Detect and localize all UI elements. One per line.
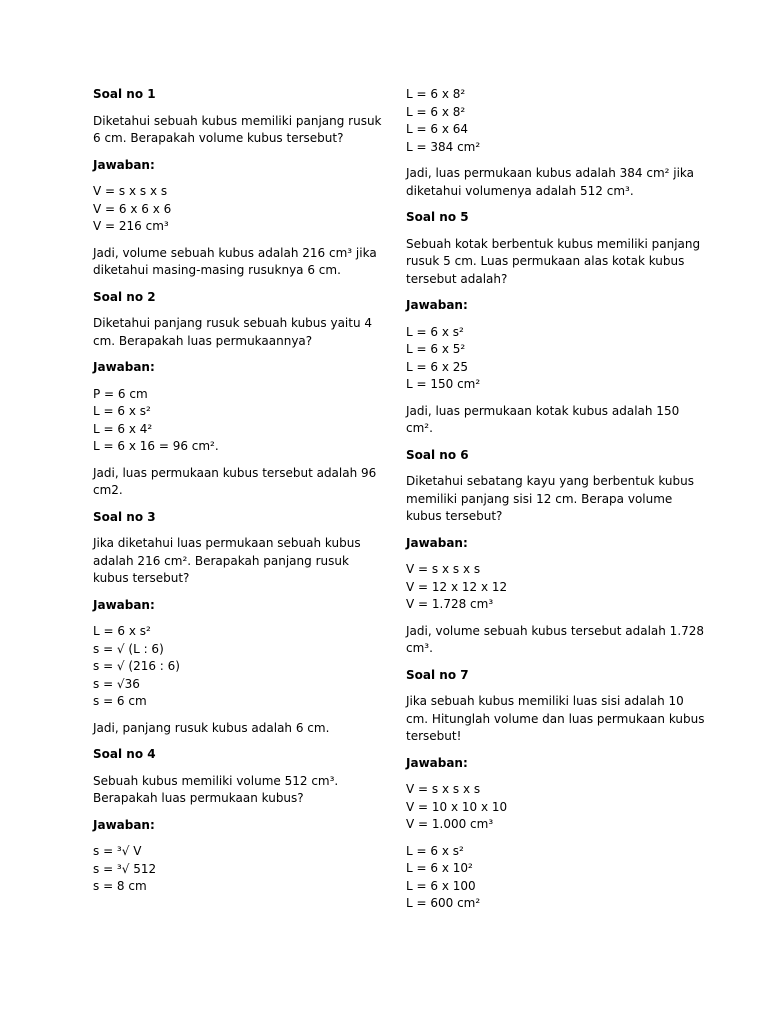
formula-line: L = 6 x 16 = 96 cm². xyxy=(93,439,219,453)
formula-line: L = 150 cm² xyxy=(406,377,481,391)
formula-line: s = 6 cm xyxy=(93,694,147,708)
formula-line: s = √36 xyxy=(93,676,140,691)
paragraph: Jadi, volume sebuah kubus adalah 216 cm³ jika diketahui masing-masing rusuknya 6 cm. xyxy=(93,245,377,277)
paragraph: Sebuah kubus memiliki volume 512 cm³. Berapakah luas permukaan kubus? xyxy=(93,773,339,805)
paragraph: Jika sebuah kubus memiliki luas sisi adalah 10 cm. Hitunglah volume dan luas permukaan kubus tersebut! xyxy=(406,694,705,743)
answer-heading: Jawaban: xyxy=(406,755,468,770)
formula-line: L = 6 x 5² xyxy=(406,342,466,356)
paragraph: Jadi, volume sebuah kubus tersebut adalah 1.728 cm³. xyxy=(406,623,705,655)
formula-line: L = 6 x 8² xyxy=(406,104,466,119)
question-heading: Soal no 3 xyxy=(93,509,156,524)
paragraph: Diketahui sebuah kubus memiliki panjang rusuk 6 cm. Berapakah volume kubus tersebut? xyxy=(93,113,382,145)
formula-line: L = 6 x 64 xyxy=(406,122,469,136)
paragraph: Jadi, luas permukaan kubus tersebut adalah 96 cm2. xyxy=(93,465,377,497)
answer-heading: Jawaban: xyxy=(93,817,155,832)
right-column xyxy=(406,86,706,922)
formula-block xyxy=(406,781,706,834)
formula-line: V = s x s x s xyxy=(406,562,481,576)
formula-line: L = 6 x s² xyxy=(406,843,464,858)
formula-line: s = 8 cm xyxy=(93,879,147,893)
formula-block xyxy=(406,86,706,156)
formula-line: L = 6 x 4² xyxy=(93,421,153,436)
formula-line: L = 6 x s² xyxy=(93,404,151,418)
formula-line: P = 6 cm xyxy=(93,386,148,401)
formula-line: V = s x s x s xyxy=(406,782,481,796)
formula-line: s = ³√ 512 xyxy=(93,861,157,876)
formula-line: s = ³√ V xyxy=(93,844,142,858)
answer-heading: Jawaban: xyxy=(406,535,468,550)
formula-line: V = 12 x 12 x 12 xyxy=(406,579,508,594)
paragraph: Jadi, luas permukaan kotak kubus adalah 150 cm². xyxy=(406,403,680,435)
paragraph: Jadi, panjang rusuk kubus adalah 6 cm. xyxy=(93,720,330,735)
question-heading: Soal no 1 xyxy=(93,87,156,101)
paragraph: Jika diketahui luas permukaan sebuah kubus adalah 216 cm². Berapakah panjang rusuk kubus tersebut? xyxy=(93,536,361,585)
formula-line: L = 384 cm² xyxy=(406,139,481,154)
answer-heading: Jawaban: xyxy=(93,157,155,172)
formula-line: s = √ (L : 6) xyxy=(93,641,164,656)
question-heading: Soal no 4 xyxy=(93,747,156,761)
paragraph: Diketahui panjang rusuk sebuah kubus yaitu 4 cm. Berapakah luas permukaannya? xyxy=(93,316,373,348)
answer-heading: Jawaban: xyxy=(93,360,155,374)
formula-block xyxy=(93,183,383,236)
formula-block xyxy=(93,386,383,456)
answer-heading: Jawaban: xyxy=(93,597,155,612)
formula-line: V = 10 x 10 x 10 xyxy=(406,799,508,814)
answer-heading: Jawaban: xyxy=(406,298,468,312)
formula-line: V = 216 cm³ xyxy=(93,219,169,233)
formula-line: L = 6 x s² xyxy=(406,324,464,339)
formula-line: V = 6 x 6 x 6 xyxy=(93,201,172,216)
formula-line: L = 6 x 100 xyxy=(406,878,476,893)
formula-line: L = 600 cm² xyxy=(406,896,481,910)
formula-block xyxy=(406,561,706,614)
formula-line: V = 1.000 cm³ xyxy=(406,817,494,831)
question-heading: Soal no 7 xyxy=(406,667,469,682)
left-column xyxy=(93,86,383,905)
paragraph: Jadi, luas permukaan kubus adalah 384 cm² jika diketahui volumenya adalah 512 cm³. xyxy=(406,166,695,198)
formula-block xyxy=(406,324,706,394)
paragraph: Sebuah kotak berbentuk kubus memiliki panjang rusuk 5 cm. Luas permukaan alas kotak kubus tersebut adalah? xyxy=(406,236,701,286)
question-heading: Soal no 2 xyxy=(93,289,156,304)
formula-line: L = 6 x 25 xyxy=(406,359,469,374)
formula-line: L = 6 x 8² xyxy=(406,87,466,101)
formula-line: s = √ (216 : 6) xyxy=(93,659,180,673)
paragraph: Diketahui sebatang kayu yang berbentuk kubus memiliki panjang sisi 12 cm. Berapa volume kubus tersebut? xyxy=(406,474,694,523)
formula-line: V = s x s x s xyxy=(93,184,168,198)
question-heading: Soal no 6 xyxy=(406,447,469,462)
question-heading: Soal no 5 xyxy=(406,210,469,224)
formula-block xyxy=(93,843,383,896)
formula-line: L = 6 x 10² xyxy=(406,861,473,875)
formula-block xyxy=(406,843,706,913)
formula-block xyxy=(93,623,383,711)
formula-line: V = 1.728 cm³ xyxy=(406,597,494,611)
formula-line: L = 6 x s² xyxy=(93,624,151,638)
